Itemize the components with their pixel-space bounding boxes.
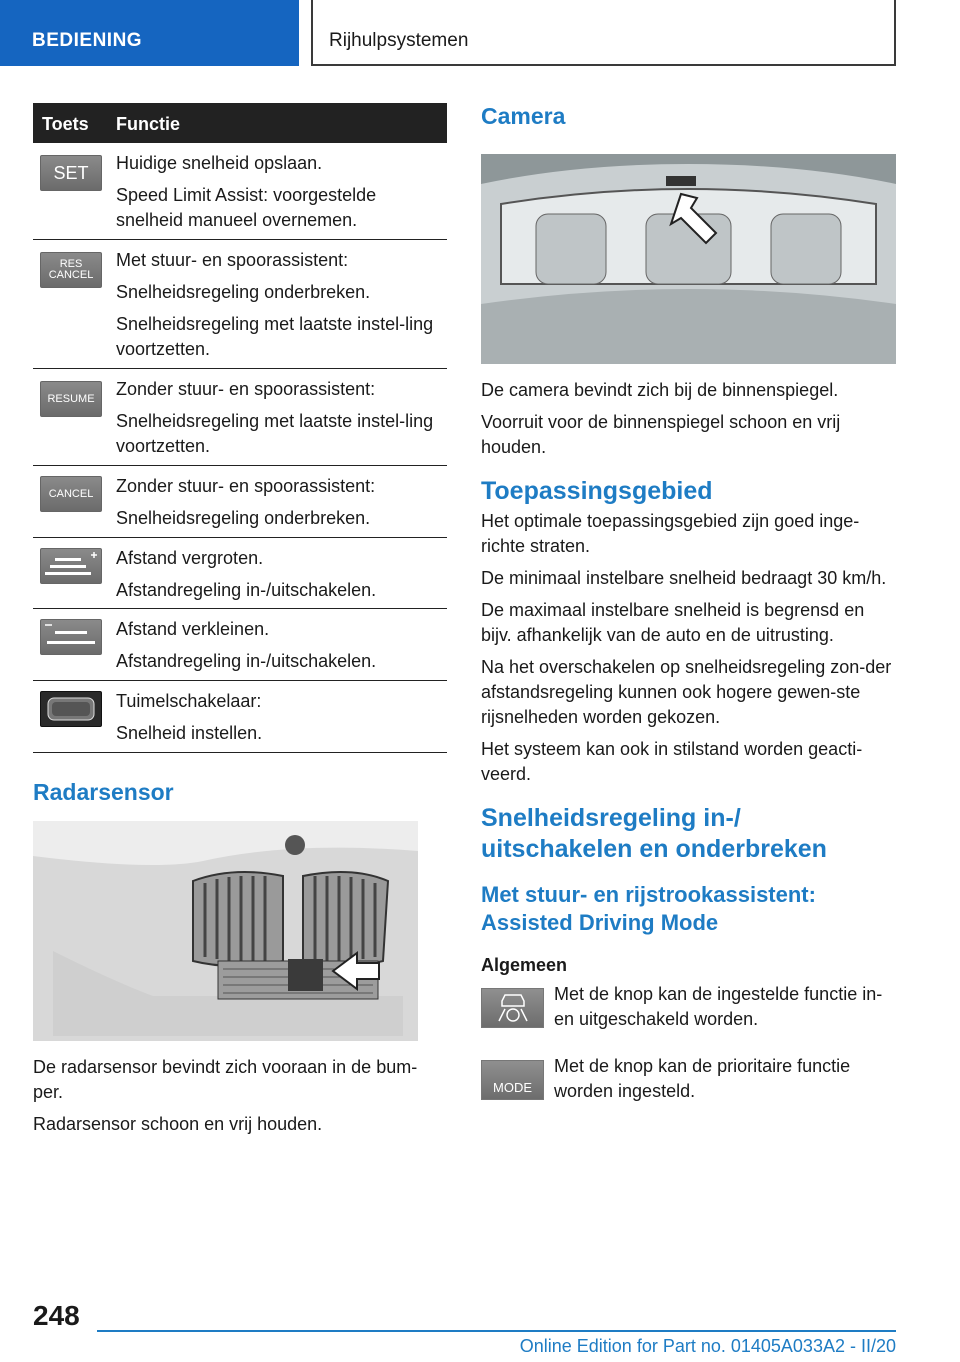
table-row — [33, 466, 447, 538]
column-header-function: Functie — [116, 114, 181, 134]
paragraph: Het systeem kan ook in stilstand worden geacti-veerd. — [481, 739, 863, 784]
section-title: BEDIENING — [32, 30, 143, 51]
chapter-title: Rijhulpsystemen — [329, 30, 469, 51]
camera-illustration — [481, 154, 896, 364]
footer-rule — [97, 1330, 896, 1332]
radar-sensor-illustration — [33, 821, 418, 1041]
table-row — [33, 369, 447, 466]
row-description — [116, 248, 447, 369]
row-text: Huidige snelheid opslaan. — [116, 153, 323, 173]
row-text: Tuimelschakelaar: — [116, 691, 262, 711]
row-text: Snelheidsregeling met laatste instel-ling voortzetten. — [116, 314, 434, 359]
row-text: Snelheidsregeling onderbreken. — [116, 508, 371, 528]
mode-button-text: Met de knop kan de prioritaire functie worden ingesteld. — [554, 1056, 851, 1101]
assisted-driving-icon — [481, 988, 544, 1028]
radar-heading: Radarsensor — [33, 779, 174, 805]
distance-minus-icon — [40, 619, 102, 655]
row-description — [116, 617, 447, 681]
paragraph: De camera bevindt zich bij de binnenspiegel. — [481, 380, 839, 400]
edition-note: Online Edition for Part no. 01405A033A2 - II/20 — [519, 1336, 896, 1356]
row-text: Afstandregeling in-/uitschakelen. — [116, 580, 377, 600]
row-text: Afstand verkleinen. — [116, 619, 270, 639]
table-row — [33, 143, 447, 240]
row-text: Snelheid instellen. — [116, 723, 263, 743]
cancel-button-icon: CANCEL — [40, 476, 102, 512]
distance-plus-icon — [40, 548, 102, 584]
row-text: Met stuur- en spoorassistent: — [116, 250, 349, 270]
assist-button-text: Met de knop kan de ingestelde functie in- en uitgeschakeld worden. — [554, 984, 883, 1029]
paragraph: De minimaal instelbare snelheid bedraagt 30 km/h. — [481, 568, 887, 588]
mode-label: MODE — [493, 1080, 532, 1095]
chapter-tab — [311, 0, 896, 66]
row-description — [116, 689, 447, 753]
right-column — [481, 103, 896, 1126]
general-heading: Algemeen — [481, 955, 568, 975]
mode-button-row — [481, 1054, 896, 1126]
table-row — [33, 681, 447, 753]
section-tab — [0, 0, 299, 66]
paragraph: Het optimale toepassingsgebied zijn goed inge-richte straten. — [481, 511, 860, 556]
row-text: Snelheidsregeling onderbreken. — [116, 282, 371, 302]
row-description — [116, 546, 447, 610]
usage-heading: Toepassingsgebied — [481, 477, 713, 505]
row-description — [116, 377, 447, 466]
rocker-switch-icon — [40, 691, 102, 727]
paragraph: Voorruit voor de binnenspiegel schoon en vrij houden. — [481, 412, 841, 457]
row-description — [116, 151, 447, 240]
mode-button-icon — [481, 1060, 544, 1100]
row-text: Speed Limit Assist: voorgestelde snelheid manueel overnemen. — [116, 185, 377, 230]
paragraph: De maximaal instelbare snelheid is begrensd en bijv. afhankelijk van de auto en de uitrusting. — [481, 600, 865, 645]
camera-body — [481, 378, 896, 460]
left-column — [33, 103, 447, 1144]
set-button-icon: SET — [40, 155, 102, 191]
column-header-key: Toets — [42, 114, 89, 134]
paragraph: De radarsensor bevindt zich vooraan in de bum-per. — [33, 1057, 418, 1102]
resume-button-icon: RESUME — [40, 381, 102, 417]
table-header — [33, 103, 447, 143]
row-text: Zonder stuur- en spoorassistent: — [116, 476, 376, 496]
row-description — [116, 474, 447, 538]
res-cancel-button-icon: RES CANCEL — [40, 252, 102, 288]
radar-body — [33, 1055, 447, 1137]
page-number: 248 — [33, 1300, 80, 1331]
camera-heading: Camera — [481, 103, 566, 129]
usage-body — [481, 509, 896, 787]
row-text: Afstandregeling in-/uitschakelen. — [116, 651, 377, 671]
assist-button-row — [481, 982, 896, 1054]
row-text: Afstand vergroten. — [116, 548, 264, 568]
table-row — [33, 538, 447, 609]
paragraph: Na het overschakelen op snelheidsregeling zon-der afstandsregeling kunnen ook hogere gewen-ste rijsnelheden worden gekozen. — [481, 657, 892, 727]
switching-subheading: Met stuur- en rijstrookassistent: Assisted Driving Mode — [481, 882, 816, 935]
row-text: Zonder stuur- en spoorassistent: — [116, 379, 376, 399]
table-row — [33, 609, 447, 681]
row-text: Snelheidsregeling met laatste instel-ling voortzetten. — [116, 411, 434, 456]
table-row — [33, 240, 447, 369]
paragraph: Radarsensor schoon en vrij houden. — [33, 1114, 323, 1134]
switching-heading: Snelheidsregeling in-/ uitschakelen en onderbreken — [481, 804, 827, 863]
